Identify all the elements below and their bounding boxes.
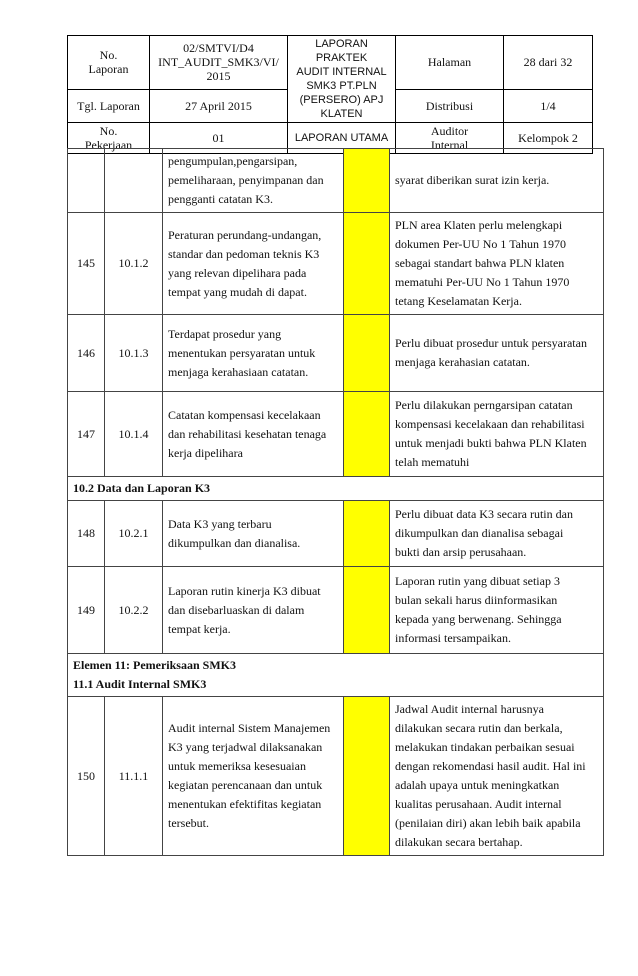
halaman-value: 28 dari 32 xyxy=(504,36,593,90)
tgl-laporan-label: Tgl. Laporan xyxy=(68,89,150,122)
status-highlight-cell xyxy=(344,392,390,477)
row-number: 146 xyxy=(68,315,105,392)
row-number: 148 xyxy=(68,501,105,567)
row-finding: Perlu dilakukan perngarsipan catatan kompensasi kecelakaan dan rehabilitasi untuk menjadi bukti bahwa PLN Klaten telah mematuhi xyxy=(390,392,604,477)
row-criteria: Terdapat prosedur yang menentukan persyaratan untuk menjaga kerahasiaan catatan. xyxy=(163,315,344,392)
table-row xyxy=(68,392,604,477)
row-code xyxy=(105,149,163,213)
audit-checklist-table xyxy=(67,148,604,856)
row-number: 145 xyxy=(68,213,105,315)
row-criteria: Catatan kompensasi kecelakaan dan rehabilitasi kesehatan tenaga kerja dipelihara xyxy=(163,392,344,477)
row-criteria: Laporan rutin kinerja K3 dibuat dan disebarluaskan di dalam tempat kerja. xyxy=(163,567,344,654)
row-finding: Laporan rutin yang dibuat setiap 3 bulan sekali harus diinformasikan kepada yang berwenang. Sehingga informasi tersampaikan. xyxy=(390,567,604,654)
row-finding: syarat diberikan surat izin kerja. xyxy=(390,149,604,213)
row-code: 10.1.2 xyxy=(105,213,163,315)
row-code: 10.2.2 xyxy=(105,567,163,654)
no-laporan-value: 02/SMTVI/D4 INT_AUDIT_SMK3/VI/ 2015 xyxy=(150,36,288,90)
auditor-label: Auditor Internal xyxy=(396,123,504,154)
auditor-value: Kelompok 2 xyxy=(504,123,593,154)
row-finding: PLN area Klaten perlu melengkapi dokumen Per-UU No 1 Tahun 1970 sebagai standart bahwa PLN klaten mematuhi Per-UU No 1 Tahun 1970 tetang Keselamatan Kerja. xyxy=(390,213,604,315)
table-row xyxy=(68,567,604,654)
status-highlight-cell xyxy=(344,697,390,856)
row-criteria: pengumpulan,pengarsipan, pemeliharaan, penyimpanan dan pengganti catatan K3. xyxy=(163,149,344,213)
table-row xyxy=(68,697,604,856)
report-title: LAPORAN PRAKTEK AUDIT INTERNAL SMK3 PT.PLN (PERSERO) APJ KLATEN xyxy=(288,36,396,123)
section-heading-11 xyxy=(68,654,604,697)
distribusi-label: Distribusi xyxy=(396,89,504,122)
report-header-table xyxy=(67,35,593,154)
row-number: 147 xyxy=(68,392,105,477)
row-number: 149 xyxy=(68,567,105,654)
row-code: 10.2.1 xyxy=(105,501,163,567)
table-row xyxy=(68,315,604,392)
element-11-title: Elemen 11: Pemeriksaan SMK3 xyxy=(73,658,236,672)
section-heading-10-2: 10.2 Data dan Laporan K3 xyxy=(68,477,604,501)
status-highlight-cell xyxy=(344,567,390,654)
row-criteria: Audit internal Sistem Manajemen K3 yang terjadwal dilaksanakan untuk memeriksa kesesuaian kegiatan perencanaan dan untuk menentukan efektifitas kegiatan tersebut. xyxy=(163,697,344,856)
distribusi-value: 1/4 xyxy=(504,89,593,122)
status-highlight-cell xyxy=(344,213,390,315)
table-row xyxy=(68,149,604,213)
row-criteria: Peraturan perundang-undangan, standar dan pedoman teknis K3 yang relevan dipelihara pada tempat yang mudah di dapat. xyxy=(163,213,344,315)
row-code: 11.1.1 xyxy=(105,697,163,856)
row-criteria: Data K3 yang terbaru dikumpulkan dan dianalisa. xyxy=(163,501,344,567)
table-row xyxy=(68,501,604,567)
row-finding: Perlu dibuat prosedur untuk persyaratan menjaga kerahasian catatan. xyxy=(390,315,604,392)
row-number xyxy=(68,149,105,213)
status-highlight-cell xyxy=(344,501,390,567)
table-row xyxy=(68,213,604,315)
row-code: 10.1.4 xyxy=(105,392,163,477)
row-number: 150 xyxy=(68,697,105,856)
laporan-utama: LAPORAN UTAMA xyxy=(288,123,396,154)
row-finding: Perlu dibuat data K3 secara rutin dan dikumpulkan dan dianalisa sebagai bukti dan arsip perusahaan. xyxy=(390,501,604,567)
status-highlight-cell xyxy=(344,149,390,213)
row-finding: Jadwal Audit internal harusnya dilakukan secara rutin dan berkala, melakukan tindakan perbaikan sesuai dengan rekomendasi hasil audit. Hal ini adalah upaya untuk meningkatkan kualitas perusahaan. Audit internal (penilaian diri) akan lebih baik apabila dilakukan secara bertahap. xyxy=(390,697,604,856)
tgl-laporan-value: 27 April 2015 xyxy=(150,89,288,122)
no-pekerjaan-label: No. Pekerjaan xyxy=(68,123,150,154)
row-code: 10.1.3 xyxy=(105,315,163,392)
halaman-label: Halaman xyxy=(396,36,504,90)
status-highlight-cell xyxy=(344,315,390,392)
no-laporan-label: No. Laporan xyxy=(68,36,150,90)
no-pekerjaan-value: 01 xyxy=(150,123,288,154)
section-heading-11-1: 11.1 Audit Internal SMK3 xyxy=(73,677,207,691)
